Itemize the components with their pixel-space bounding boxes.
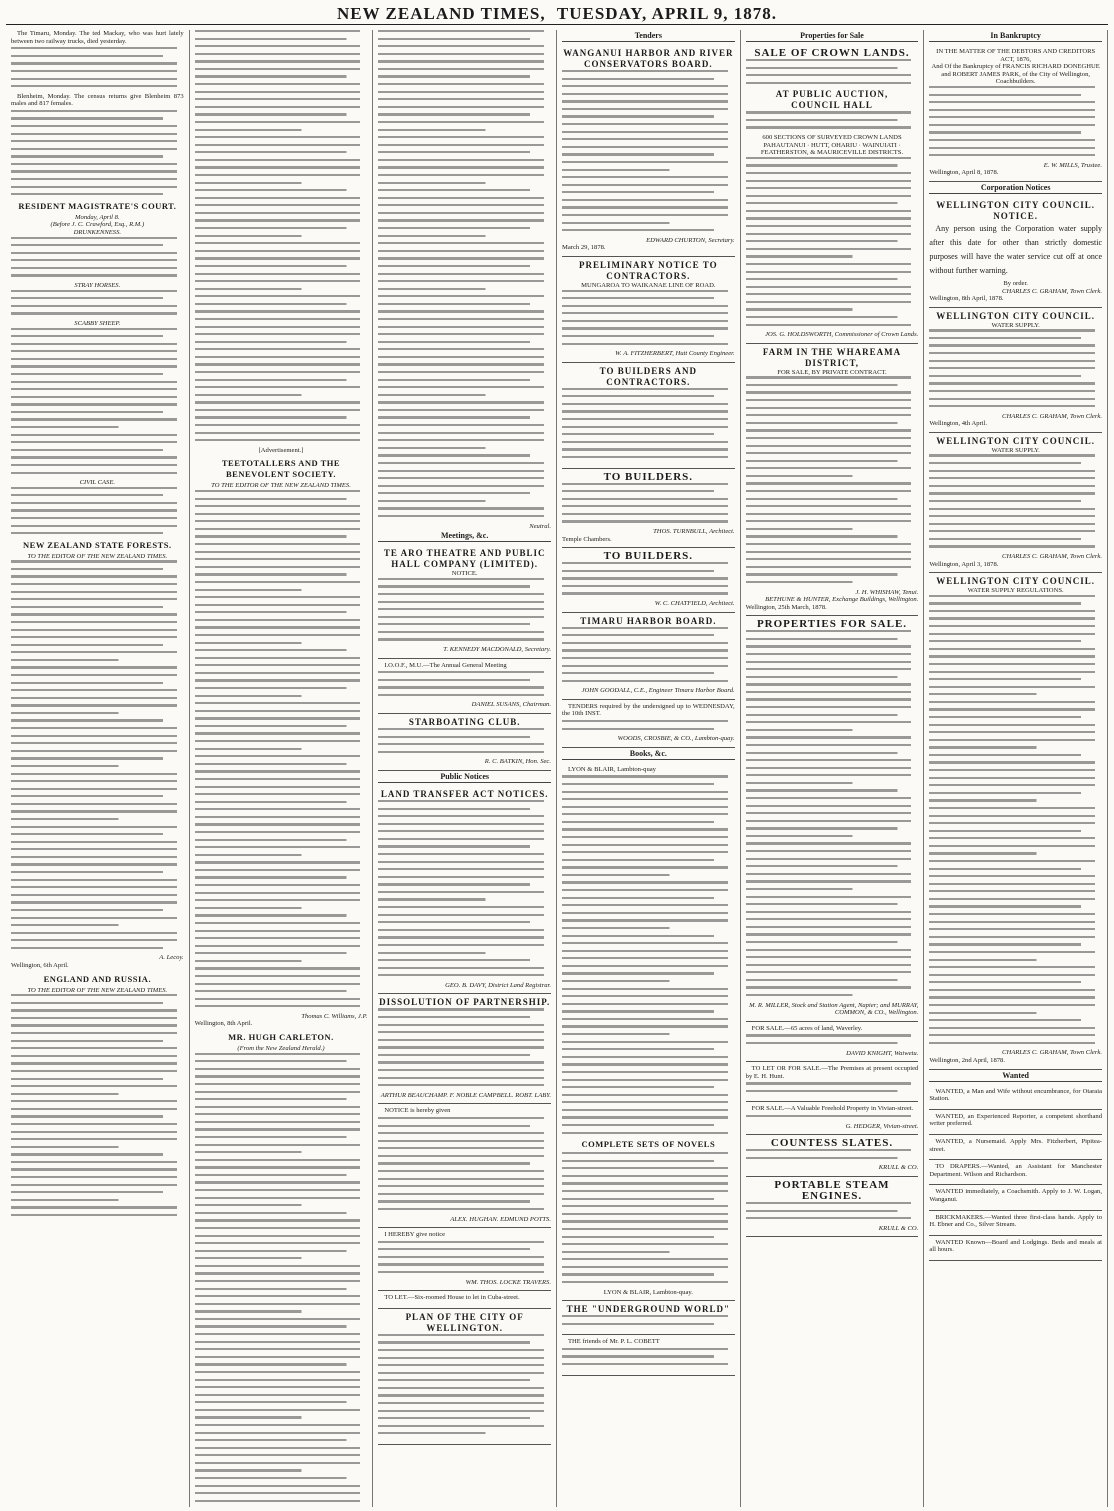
wanted-3-text: WANTED, a Nursemaid. Apply Mrs. Fitzherbert, Pipitea-street. xyxy=(929,1138,1102,1153)
wcc-notice-4 xyxy=(929,573,1102,1069)
text-block xyxy=(11,560,184,949)
text-block xyxy=(746,1149,919,1159)
masthead-rule xyxy=(6,24,1108,25)
to-let-text: TO LET.—Six-roomed House to let in Cuba-street. xyxy=(384,1294,520,1302)
farm-subtitle: FOR SALE, BY PRIVATE CONTRACT. xyxy=(777,368,887,376)
wcc-2-subtitle: WATER SUPPLY. xyxy=(991,321,1040,329)
hereby-signature: WM. THOS. LOCKE TRAVERS. xyxy=(465,1278,551,1286)
timaru-signature: JOHN GOODALL, C.E., Engineer Timaru Harbor Board. xyxy=(581,687,735,695)
teetotal-signature: Thomas C. Williams, J.P. xyxy=(301,1012,368,1020)
to-let-sale-text: TO LET OR FOR SALE.—The Premises at present occupied by E. H. Hunt. xyxy=(745,1065,919,1080)
wcc-notice-3 xyxy=(929,433,1102,573)
section-corporation: Corporation Notices xyxy=(929,182,1102,194)
text-block xyxy=(11,290,184,315)
iogf-title: I.O.O.F., M.U.—The Annual General Meeting xyxy=(384,661,507,669)
section-england-russia: ENGLAND AND RUSSIA. xyxy=(43,973,152,984)
wcc-3-signature: CHARLES C. GRAHAM, Town Clerk. xyxy=(1002,552,1102,560)
text-block xyxy=(562,70,735,231)
column-1 xyxy=(6,30,190,1507)
column-5 xyxy=(741,30,925,1507)
heading-civil-case: CIVIL CASE. xyxy=(79,479,116,487)
tenders-required-ad xyxy=(562,700,735,748)
wcc-1-title: WELLINGTON CITY COUNCIL. xyxy=(936,199,1096,210)
wanted-7-text: WANTED Known—Board and Lodgings. Beds and meals at all hours. xyxy=(929,1238,1102,1254)
wanganui-signature: EDWARD CHURTON, Secretary. xyxy=(646,236,735,244)
countess-slates-signature: KRULL & CO. xyxy=(878,1164,919,1172)
wanted-1-text: WANTED, a Man and Wife without encumbrance, for Otaraia Station. xyxy=(929,1087,1102,1103)
lyon-blair-ad xyxy=(562,763,735,1301)
prelim-subtitle: MUNGAROA TO WAIKANAE LINE OF ROAD. xyxy=(581,281,716,289)
text-block xyxy=(195,490,368,1008)
wcc-4-signature: CHARLES C. GRAHAM, Town Clerk. xyxy=(1002,1049,1102,1057)
to-let-ad xyxy=(378,1291,551,1309)
for-sale-2-signature: G. HEDGER, Vivian-street. xyxy=(845,1122,919,1130)
text-block xyxy=(562,1348,735,1365)
text-block xyxy=(746,59,919,84)
column-2 xyxy=(190,30,374,1507)
underground-ad xyxy=(562,1301,735,1335)
wanted-5-text: WANTED immediately, a Coachsmith. Apply to J. W. Logan, Wanganui. xyxy=(929,1188,1102,1203)
wanted-4-text: TO DRAPERS.—Wanted, an Assistant for Manchester Department. Wilson and Richardson. xyxy=(929,1163,1102,1178)
wanted-6-text: BRICKMAKERS.—Wanted three first-class hands. Apply to H. Ebner and Co., Silver Stream. xyxy=(929,1213,1102,1229)
wcc-1-body: Any person using the Corporation water supply after this date for other than strictly domestic purposes will have the water service cut off at once without further warning. xyxy=(929,223,1102,275)
section-wanted: Wanted xyxy=(929,1070,1102,1082)
wcc-3-subtitle: WATER SUPPLY. xyxy=(991,446,1040,454)
wanted-2-ad xyxy=(929,1110,1102,1135)
magistrate-before: (Before J. C. Crawford, Esq., R.M.) xyxy=(50,221,145,229)
magistrate-date: Monday, April 8. xyxy=(75,213,120,221)
carleton-source: (From the New Zealand Herald.) xyxy=(237,1045,325,1053)
properties-signature: M. R. MILLER, Stock and Station Agent, Napier; and MURRAY, COMMON, & CO., Wellington. xyxy=(749,1001,919,1017)
crown-auction: AT PUBLIC AUCTION, xyxy=(775,89,889,100)
farm-signature-2: BETHUNE & HUNTER, Exchange Buildings, Wellington. xyxy=(765,596,919,604)
text-block xyxy=(11,110,184,196)
tenders-required-text: TENDERS required by the undersigned up to WEDNESDAY, the 10th INST. xyxy=(562,702,735,718)
builders1-ad xyxy=(562,469,735,549)
notice-ad xyxy=(378,1104,551,1228)
text-block xyxy=(746,376,919,583)
bankruptcy-signature: E. W. MILLS, Trustee. xyxy=(1043,161,1102,169)
text-block xyxy=(746,157,919,326)
builders1-title: TO BUILDERS. xyxy=(603,470,694,483)
crown-signature: JOS. G. HOLDSWORTH, Commissioner of Crown Lands. xyxy=(765,331,919,339)
text-block xyxy=(378,578,551,641)
wcc-1-signature: CHARLES C. GRAHAM, Town Clerk. xyxy=(1002,287,1102,295)
text-block xyxy=(11,328,184,474)
text-block xyxy=(929,329,1102,407)
column-3 xyxy=(373,30,557,1507)
text-block xyxy=(929,595,1102,1044)
portable-engines-signature: KRULL & CO. xyxy=(878,1224,919,1232)
text-block xyxy=(562,562,735,595)
section-hugh-carleton: MR. HUGH CARLETON. xyxy=(228,1032,334,1043)
builders-contractors-title: TO BUILDERS AND CONTRACTORS. xyxy=(599,365,697,387)
text-block xyxy=(378,1334,551,1435)
land-transfer-ad xyxy=(378,786,551,994)
england-to-editor: TO THE EDITOR OF THE NEW ZEALAND TIMES. xyxy=(27,986,168,994)
underground-title: THE "UNDERGROUND WORLD" xyxy=(566,1304,730,1315)
iogf-ad xyxy=(378,659,551,715)
builders-contractors-ad xyxy=(562,363,735,469)
friends-text: THE friends of Mr. P. L. COBETT xyxy=(568,1338,660,1346)
crown-lands-ad xyxy=(746,45,919,344)
hereby-ad xyxy=(378,1228,551,1291)
countess-slates-title: COUNTESS SLATES. xyxy=(770,1137,894,1150)
wcc-3-title: WELLINGTON CITY COUNCIL. xyxy=(936,435,1096,446)
lyon-blair-text: LYON & BLAIR, Lambton-quay xyxy=(568,765,656,773)
notice-signature: ALEX. HUGHAN. EDMUND POTTS. xyxy=(450,1215,551,1223)
crown-places: PAHAUTANUI · HUTT, OHARIU · WAINUIATI · FEATHERSTON, & MAURICEVILLE DISTRICTS. xyxy=(760,141,904,157)
bankruptcy-title: IN THE MATTER OF THE DEBTORS AND CREDITORS ACT, 1876, xyxy=(936,48,1096,63)
masthead xyxy=(6,4,1108,24)
column-4 xyxy=(557,30,741,1507)
wanganui-ad xyxy=(562,45,735,257)
plan-ad xyxy=(378,1309,551,1445)
section-state-forests: NEW ZEALAND STATE FORESTS. xyxy=(23,539,172,550)
section-bankruptcy: In Bankruptcy xyxy=(929,30,1102,42)
wcc-4-date: Wellington, 2nd April, 1878. xyxy=(929,1057,1005,1065)
heading-drunkenness: DRUNKENNESS. xyxy=(73,228,122,236)
advertisement-label: [Advertisement.] xyxy=(258,446,304,454)
bankruptcy-ad xyxy=(929,45,1102,182)
iogf-signature: DANIEL SUSANS, Chairman. xyxy=(471,701,551,709)
land-transfer-signature: GEO. B. DAVY, District Land Registrar. xyxy=(445,981,551,989)
starboating-signature: R. C. BATKIN, Hon. Sec. xyxy=(484,758,551,766)
wcc-3-date: Wellington, April 3, 1878. xyxy=(929,560,999,568)
starboating-title: STARBOATING CLUB. xyxy=(408,717,521,728)
text-block xyxy=(562,388,735,458)
prelim-signature: W. A. FITZHERBERT, Hutt County Engineer. xyxy=(615,350,735,358)
section-books: Books, &c. xyxy=(562,748,735,760)
wanganui-date: March 29, 1878. xyxy=(562,244,606,252)
builders1-place: Temple Chambers. xyxy=(562,535,612,543)
properties-ad xyxy=(746,616,919,1022)
timaru-intro: The Timaru, Monday. The ted Mackay, who was hurt lately between two railway trucks, died yesterday. xyxy=(11,30,184,45)
text-block xyxy=(562,627,735,682)
prelim-ad xyxy=(562,257,735,363)
te-aro-ad xyxy=(378,545,551,658)
text-block xyxy=(378,1241,551,1274)
wanted-3-ad xyxy=(929,1135,1102,1160)
forests-signature: A. Lecoy. xyxy=(159,954,184,962)
properties-title: PROPERTIES FOR SALE. xyxy=(756,618,908,631)
for-sale-1-text: FOR SALE.—65 acres of land, Waverley. xyxy=(751,1024,863,1032)
column-6 xyxy=(924,30,1108,1507)
wanted-5-ad xyxy=(929,1185,1102,1210)
farm-signature-1: J. H. WHISHAW, Tenui. xyxy=(855,588,919,596)
crown-lands-title: SALE OF CROWN LANDS. xyxy=(754,47,910,59)
text-block xyxy=(378,1117,551,1210)
hereby-title: I HEREBY give notice xyxy=(384,1231,446,1239)
text-block xyxy=(562,290,735,345)
prelim-title: PRELIMINARY NOTICE TO CONTRACTORS. xyxy=(579,259,718,281)
text-block xyxy=(378,800,551,976)
text-block xyxy=(378,728,551,753)
wanted-6-ad xyxy=(929,1211,1102,1236)
text-block xyxy=(11,487,184,535)
complete-sets-heading: COMPLETE SETS OF NOVELS xyxy=(581,1139,716,1150)
wcc-notice-2 xyxy=(929,308,1102,433)
section-public-notices: Public Notices xyxy=(378,771,551,783)
masthead-date: TUESDAY, APRIL 9, 1878. xyxy=(556,4,778,23)
text-block xyxy=(378,1008,551,1086)
farm-ad xyxy=(746,344,919,617)
for-sale-1-ad xyxy=(746,1022,919,1062)
wcc-notice-1 xyxy=(929,197,1102,308)
columns xyxy=(6,30,1108,1507)
land-transfer-title: LAND TRANSFER ACT NOTICES. xyxy=(380,788,549,799)
text-block xyxy=(746,1202,919,1219)
text-block xyxy=(378,671,551,696)
friends-ad xyxy=(562,1335,735,1375)
dissolution-title: DISSOLUTION OF PARTNERSHIP. xyxy=(379,997,551,1008)
text-block xyxy=(195,1053,368,1507)
wcc-2-signature: CHARLES C. GRAHAM, Town Clerk. xyxy=(1002,412,1102,420)
wcc-2-date: Wellington, 4th April. xyxy=(929,420,988,428)
crown-council-hall: COUNCIL HALL xyxy=(791,100,873,111)
bankruptcy-date: Wellington, April 8, 1878. xyxy=(929,169,999,177)
blenheim-item: Blenheim, Monday. The census returns give Blenheim 873 males and 817 females. xyxy=(11,92,184,108)
builders2-ad xyxy=(562,548,735,612)
text-block xyxy=(562,1152,735,1283)
text-block xyxy=(746,1034,919,1044)
forests-place: Wellington, 6th April. xyxy=(11,961,69,969)
bankruptcy-subtitle: And Of the Bankruptcy of FRANCIS RICHARD DONEGHUE and ROBERT JAMES PARK, of the City of Wellington, Coachbuilders. xyxy=(931,63,1100,86)
timaru-title: TIMARU HARBOR BOARD. xyxy=(580,615,717,626)
dissolution-signature: ARTHUR BEAUCHAMP. F. NOBLE CAMPBELL. ROBT. LABY. xyxy=(380,1091,551,1099)
heading-scabby-sheep: SCABBY SHEEP. xyxy=(74,319,121,327)
countess-slates-ad xyxy=(746,1135,919,1177)
text-block xyxy=(378,30,551,517)
te-aro-notice: NOTICE. xyxy=(451,570,478,578)
te-aro-title: TE ARO THEATRE AND PUBLIC HALL COMPANY (LIMITED). xyxy=(383,548,546,570)
text-block xyxy=(929,86,1102,156)
wcc-4-title: WELLINGTON CITY COUNCIL. xyxy=(936,576,1096,587)
dissolution-ad xyxy=(378,994,551,1104)
text-block xyxy=(929,454,1102,547)
wcc-2-title: WELLINGTON CITY COUNCIL. xyxy=(936,310,1096,321)
wcc-1-by-order: By order. xyxy=(1003,279,1028,287)
heading-stray-horses: STRAY HORSES. xyxy=(74,282,121,290)
builders2-title: TO BUILDERS. xyxy=(603,550,694,563)
text-block xyxy=(562,1315,735,1325)
lyon-blair-signature: LYON & BLAIR, Lambton-quay. xyxy=(603,1288,693,1296)
masthead-title: NEW ZEALAND TIMES, xyxy=(336,4,546,23)
for-sale-2-text: FOR SALE.—A Valuable Freehold Property in Vivian-street. xyxy=(751,1105,914,1113)
neutral-signature: Neutral. xyxy=(529,522,551,530)
te-aro-signature: T. KENNEDY MACDONALD, Secretary. xyxy=(443,645,551,653)
section-meetings: Meetings, &c. xyxy=(378,530,551,542)
wanted-7-ad xyxy=(929,1236,1102,1261)
text-block xyxy=(562,483,735,523)
wanted-1-ad xyxy=(929,1085,1102,1110)
portable-engines-ad xyxy=(746,1177,919,1237)
forests-to-editor: TO THE EDITOR OF THE NEW ZEALAND TIMES. xyxy=(27,552,168,560)
wcc-4-subtitle: WATER SUPPLY REGULATIONS. xyxy=(967,587,1064,595)
for-sale-2-ad xyxy=(746,1102,919,1135)
wanted-2-text: WANTED, an Experienced Reporter, a competent shorthand writer preferred. xyxy=(929,1112,1102,1128)
text-block xyxy=(746,111,919,128)
builders1-signature: THOS. TURNBULL, Architect. xyxy=(653,527,735,535)
wcc-1-notice: NOTICE. xyxy=(993,210,1039,221)
text-block xyxy=(11,47,184,87)
to-let-sale-ad xyxy=(746,1062,919,1102)
crown-sections: 600 SECTIONS OF SURVEYED CROWN LANDS xyxy=(762,134,902,142)
for-sale-1-signature: DAVID KNIGHT, Waiwetu. xyxy=(846,1049,919,1057)
builders2-signature: W. C. CHATFIELD, Architect. xyxy=(654,600,735,608)
timaru-ad xyxy=(562,613,735,700)
text-block xyxy=(195,30,368,441)
text-block xyxy=(11,237,184,277)
section-magistrate-court: RESIDENT MAGISTRATE'S COURT. xyxy=(18,200,177,211)
teetotal-to-editor: TO THE EDITOR OF THE NEW ZEALAND TIMES. xyxy=(211,482,351,490)
notice-title: NOTICE is hereby given xyxy=(384,1107,451,1115)
text-block xyxy=(746,630,919,996)
tenders-required-signature: WOODS, CROSBIE, & CO., Lambton-quay. xyxy=(617,735,735,743)
wanted-4-ad xyxy=(929,1160,1102,1185)
plan-title: PLAN OF THE CITY OF WELLINGTON. xyxy=(405,1311,524,1333)
farm-title: FARM IN THE WHAREAMA DISTRICT, xyxy=(762,346,902,368)
portable-engines-title: PORTABLE STEAM ENGINES. xyxy=(774,1179,890,1202)
section-teetotallers: TEETOTALLERS AND THE BENEVOLENT SOCIETY. xyxy=(221,458,341,480)
section-properties: Properties for Sale xyxy=(746,30,919,42)
text-block xyxy=(562,720,735,730)
starboating-ad xyxy=(378,714,551,771)
text-block xyxy=(746,1115,919,1117)
teetotal-place: Wellington, 8th April. xyxy=(194,1020,253,1028)
section-tenders: Tenders xyxy=(562,30,735,42)
farm-date: Wellington, 25th March, 1878. xyxy=(745,603,827,611)
text-block xyxy=(746,1082,919,1092)
text-block xyxy=(562,775,735,1133)
text-block xyxy=(11,994,184,1216)
wcc-1-date: Wellington, 8th April, 1878. xyxy=(929,295,1004,303)
wanganui-title: WANGANUI HARBOR AND RIVER CONSERVATORS BOARD. xyxy=(563,48,734,69)
